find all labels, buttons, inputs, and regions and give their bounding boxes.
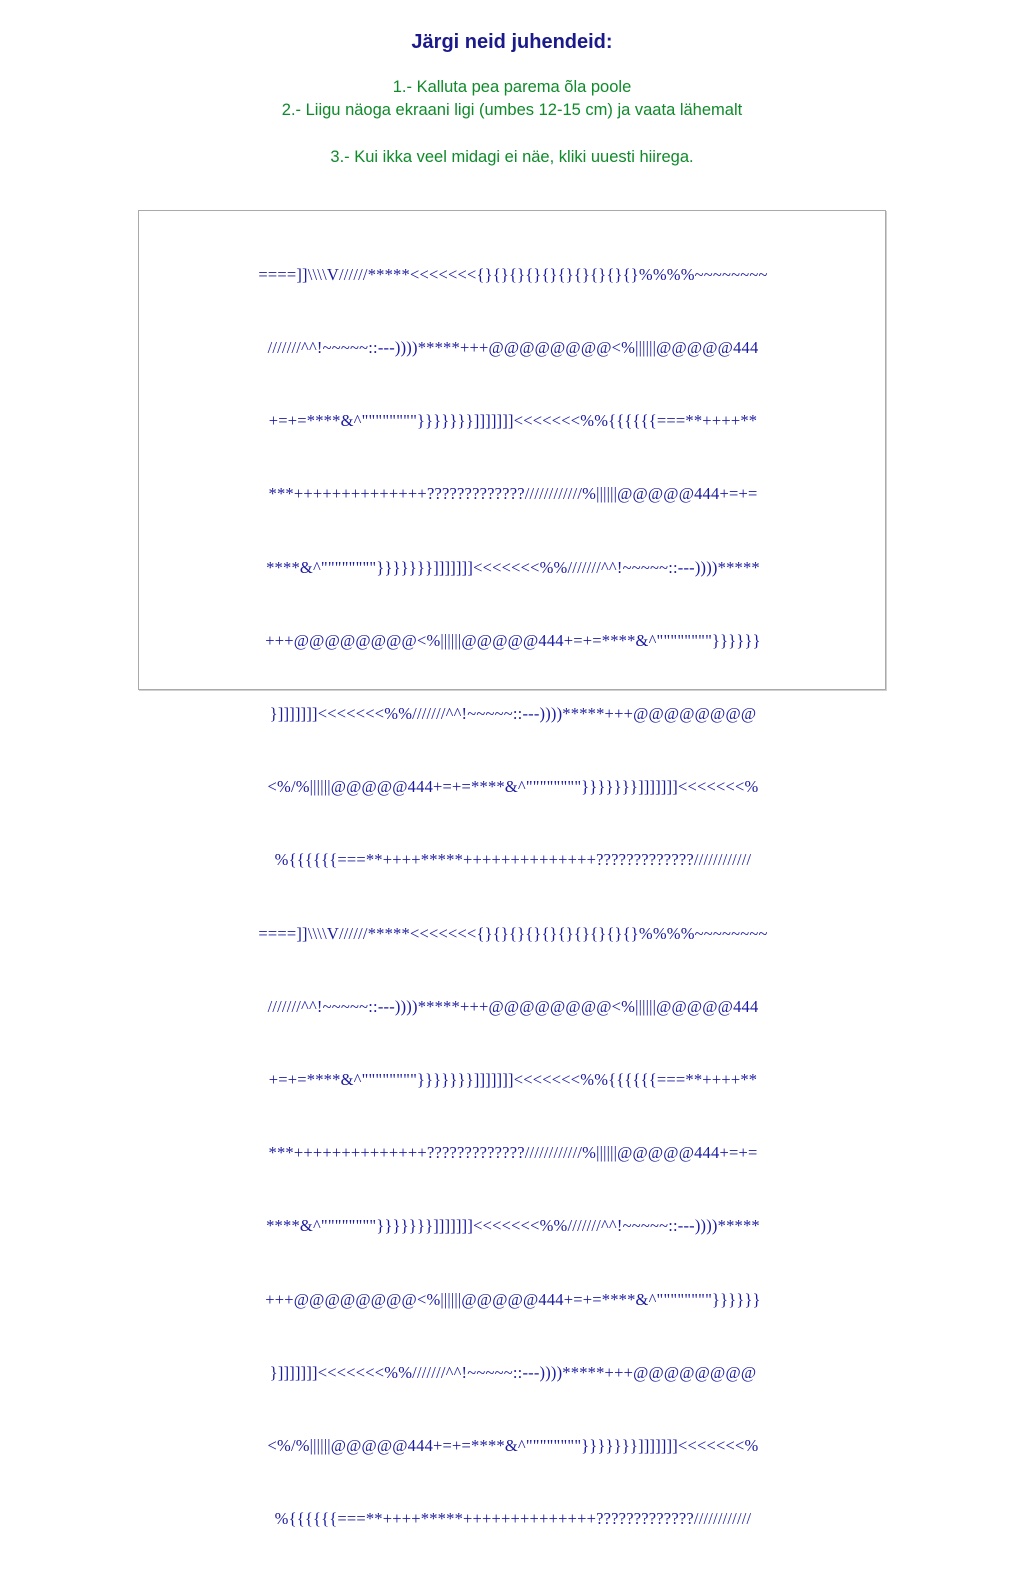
ascii-art-line: ****&^""""""""}}}}}}}]]]]]]]<<<<<<<%%///////^^!~~~~~::---))))*****: [266, 1216, 760, 1236]
ascii-art-line: }]]]]]]]<<<<<<<%%///////^^!~~~~~::---))))*****+++@@@@@@@@: [269, 1362, 757, 1382]
ascii-art-box[interactable]: [138, 210, 886, 1529]
instruction-steps: [0, 76, 1024, 169]
ascii-art-line: %{{{{{{===**++++*****++++++++++++++?????????????////////////: [274, 1509, 752, 1529]
ascii-art-line: ///////^^!~~~~~::---))))*****+++@@@@@@@@<%||||||@@@@@444: [267, 338, 759, 358]
ascii-art-line: +++@@@@@@@@<%||||||@@@@@444+=+=****&^""""""""}}}}}}: [265, 1289, 761, 1309]
ascii-art-line: +=+=****&^""""""""}}}}}}}]]]]]]]<<<<<<<%%{{{{{{===**++++**: [268, 1070, 758, 1090]
instructions-header: [0, 30, 1024, 169]
instruction-step-2: 2.- Liigu näoga ekraani ligi (umbes 12-15 cm) ja vaata lähemalt: [281, 101, 743, 119]
ascii-art-line: ****&^""""""""}}}}}}}]]]]]]]<<<<<<<%%///////^^!~~~~~::---))))*****: [266, 557, 760, 577]
ascii-art-line: ====]]\\\\V//////*****<<<<<<<{}{}{}{}{}{}{}{}{}{}%%%%~~~~~~~~: [258, 923, 768, 943]
ascii-art-line: %{{{{{{===**++++*****++++++++++++++?????????????////////////: [274, 850, 752, 870]
instructions-title: Järgi neid juhendeid:: [411, 31, 613, 53]
ascii-art-line: }]]]]]]]<<<<<<<%%///////^^!~~~~~::---))))*****+++@@@@@@@@: [269, 704, 757, 724]
ascii-art-line: ***++++++++++++++?????????????////////////%||||||@@@@@444+=+=: [268, 1143, 758, 1163]
ascii-art-line: <%/%||||||@@@@@444+=+=****&^""""""""}}}}}}}]]]]]]]<<<<<<<%: [267, 777, 759, 797]
instruction-gap: [0, 122, 1024, 146]
instruction-step-3: 3.- Kui ikka veel midagi ei näe, kliki uuesti hiirega.: [330, 148, 694, 166]
ascii-art-line: +++@@@@@@@@<%||||||@@@@@444+=+=****&^""""""""}}}}}}: [265, 630, 761, 650]
instruction-step-1: 1.- Kalluta pea parema õla poole: [392, 78, 632, 96]
ascii-art-line: ***++++++++++++++?????????????////////////%||||||@@@@@444+=+=: [268, 484, 758, 504]
ascii-art-text: [139, 214, 887, 1580]
ascii-art-line: <%/%||||||@@@@@444+=+=****&^""""""""}}}}}}}]]]]]]]<<<<<<<%: [267, 1436, 759, 1456]
ascii-art-line: +=+=****&^""""""""}}}}}}}]]]]]]]<<<<<<<%%{{{{{{===**++++**: [268, 411, 758, 431]
ascii-art-line: ///////^^!~~~~~::---))))*****+++@@@@@@@@<%||||||@@@@@444: [267, 996, 759, 1016]
ascii-art-line: ====]]\\\\V//////*****<<<<<<<{}{}{}{}{}{}{}{}{}{}%%%%~~~~~~~~: [258, 264, 768, 284]
